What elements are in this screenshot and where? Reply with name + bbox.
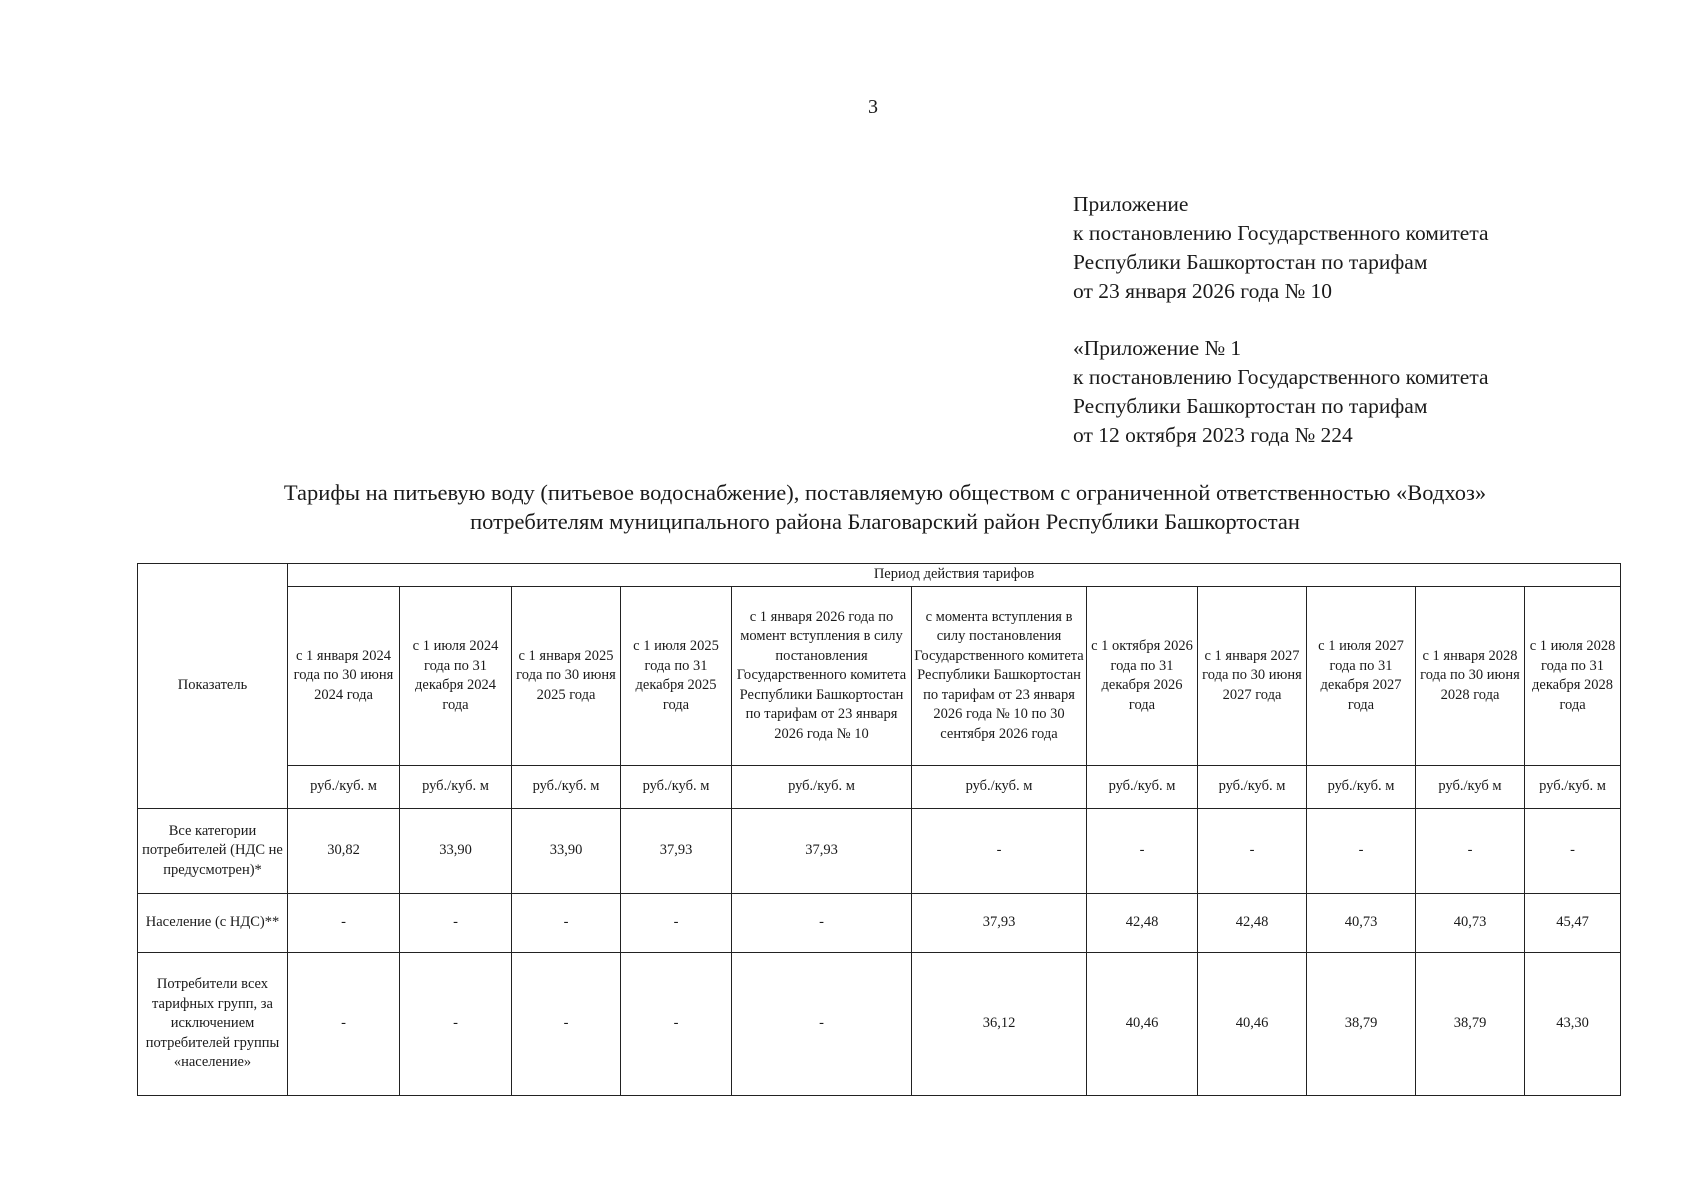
appendix-current-line: от 23 января 2026 года № 10 [1073, 279, 1332, 303]
indicator-cell: Потребители всех тарифных групп, за исключением потребителей группы «население» [138, 953, 288, 1096]
appendix-original-line: к постановлению Государственного комитета [1073, 365, 1489, 389]
value-cell: - [400, 953, 512, 1096]
table-row [138, 953, 1621, 1096]
value-cell: 38,79 [1307, 953, 1416, 1096]
appendix-original-line: от 12 октября 2023 года № 224 [1073, 423, 1353, 447]
period-cell: с 1 января 2025 года по 30 июня 2025 года [512, 587, 621, 766]
appendix-original-line: «Приложение № 1 [1073, 336, 1242, 360]
value-cell: 37,93 [912, 894, 1087, 953]
value-cell: 33,90 [512, 809, 621, 894]
period-cell: с 1 октября 2026 года по 31 декабря 2026 года [1087, 587, 1198, 766]
value-cell: 42,48 [1087, 894, 1198, 953]
unit-cell: руб./куб. м [621, 766, 732, 809]
table-row [138, 809, 1621, 894]
period-cell: с момента вступления в силу постановления Государственного комитета Республики Башкортостан по тарифам от 23 января 2026 года № 10 по 30 сентября 2026 года [912, 587, 1087, 766]
value-cell: - [1416, 809, 1525, 894]
period-cell: с 1 июля 2028 года по 31 декабря 2028 года [1525, 587, 1621, 766]
unit-cell: руб./куб м [1416, 766, 1525, 809]
unit-cell: руб./куб. м [1307, 766, 1416, 809]
appendix-current-line: Приложение [1073, 192, 1189, 216]
appendix-current-line: к постановлению Государственного комитета [1073, 221, 1489, 245]
period-cell: с 1 января 2027 года по 30 июня 2027 года [1198, 587, 1307, 766]
value-cell: 40,73 [1307, 894, 1416, 953]
value-cell: 40,73 [1416, 894, 1525, 953]
value-cell: 40,46 [1198, 953, 1307, 1096]
value-cell: 43,30 [1525, 953, 1621, 1096]
value-cell: - [621, 953, 732, 1096]
value-cell: 37,93 [732, 809, 912, 894]
unit-cell: руб./куб. м [288, 766, 400, 809]
value-cell: - [512, 894, 621, 953]
value-cell: 37,93 [621, 809, 732, 894]
period-cell: с 1 января 2024 года по 30 июня 2024 года [288, 587, 400, 766]
unit-cell: руб./куб. м [912, 766, 1087, 809]
value-cell: - [1087, 809, 1198, 894]
indicator-header: Показатель [138, 564, 288, 809]
value-cell: - [621, 894, 732, 953]
value-cell: 45,47 [1525, 894, 1621, 953]
value-cell: - [732, 953, 912, 1096]
period-cell: с 1 января 2026 года по момент вступления в силу постановления Государственного комитета Республики Башкортостан по тарифам от 23 января 2026 года № 10 [732, 587, 912, 766]
value-cell: 40,46 [1087, 953, 1198, 1096]
page-number: 3 [868, 96, 878, 118]
period-cell: с 1 июля 2024 года по 31 декабря 2024 года [400, 587, 512, 766]
unit-cell: руб./куб. м [1525, 766, 1621, 809]
appendix-original-line: Республики Башкортостан по тарифам [1073, 394, 1428, 418]
title-line: Тарифы на питьевую воду (питьевое водоснабжение), поставляемую обществом с ограниченной ответственностью «Водхоз» [283, 480, 1487, 505]
indicator-cell: Все категории потребителей (НДС не предусмотрен)* [138, 809, 288, 894]
value-cell: - [1307, 809, 1416, 894]
title-line: потребителям муниципального района Благоварский район Республики Башкортостан [470, 509, 1300, 534]
period-cell: с 1 июля 2025 года по 31 декабря 2025 года [621, 587, 732, 766]
value-cell: - [732, 894, 912, 953]
value-cell: - [1525, 809, 1621, 894]
unit-cell: руб./куб. м [512, 766, 621, 809]
value-cell: 36,12 [912, 953, 1087, 1096]
value-cell: 30,82 [288, 809, 400, 894]
value-cell: 38,79 [1416, 953, 1525, 1096]
indicator-cell: Население (с НДС)** [138, 894, 288, 953]
unit-cell: руб./куб. м [1198, 766, 1307, 809]
value-cell: 42,48 [1198, 894, 1307, 953]
value-cell: - [512, 953, 621, 1096]
period-cell: с 1 июля 2027 года по 31 декабря 2027 года [1307, 587, 1416, 766]
table-row [138, 894, 1621, 953]
appendix-current-block [1073, 190, 1489, 306]
appendix-original-block [1073, 334, 1489, 450]
value-cell: - [288, 894, 400, 953]
value-cell: - [288, 953, 400, 1096]
unit-cell: руб./куб. м [400, 766, 512, 809]
value-cell: - [400, 894, 512, 953]
period-header: Период действия тарифов [288, 564, 1621, 587]
value-cell: 33,90 [400, 809, 512, 894]
document-title [150, 478, 1620, 536]
unit-cell: руб./куб. м [1087, 766, 1198, 809]
value-cell: - [1198, 809, 1307, 894]
tariffs-table [137, 563, 1621, 1096]
appendix-current-line: Республики Башкортостан по тарифам [1073, 250, 1428, 274]
period-cell: с 1 января 2028 года по 30 июня 2028 года [1416, 587, 1525, 766]
value-cell: - [912, 809, 1087, 894]
unit-cell: руб./куб. м [732, 766, 912, 809]
